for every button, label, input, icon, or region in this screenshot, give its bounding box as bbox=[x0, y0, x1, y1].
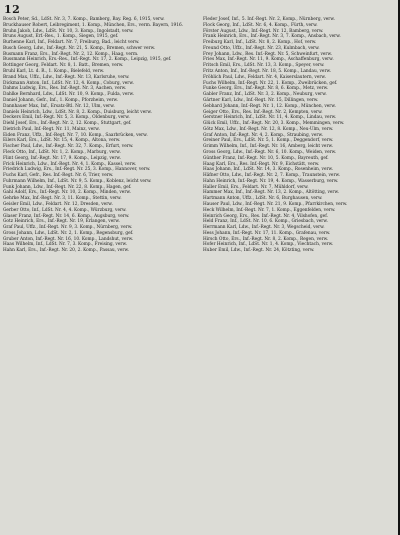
list-entry: Graf Paul, Uffz., Inf.-Regt. Nr. 9, 3. Komp., Nürnberg, verw. bbox=[3, 225, 133, 231]
list-entry: Daniels Heinrich, Ldw., LdSt. Nr. 8, 2. Komp., Duisburg, leicht verw. bbox=[3, 109, 152, 115]
list-entry: Grimm Wilhelm, Inf., Inf.-Regt. Nr. 16, Amberg, leicht verw. bbox=[203, 144, 334, 150]
list-entry: Busch Georg, Ldw., Inf.-Regt. Nr. 21, 5. Komp., Bremen, schwer verw. bbox=[3, 45, 156, 51]
list-entry: Frick Heinrich, Ldw., Inf.-Regt. Nr. 4, 1. Komp., Kassel, verw. bbox=[3, 161, 137, 167]
list-entry: Hahn Heinrich, Inf.-Regt. Nr. 19, 4. Komp., Wasserburg, verw. bbox=[203, 178, 339, 184]
list-entry: Fleder Josef, Inf., 5. Inf.-Regt. Nr. 2, Komp., Nürnberg, verw. bbox=[203, 17, 335, 22]
list-entry: Gabler Franz, Inf., LdSt. Nr. 3, 2. Komp., Neuburg, verw. bbox=[203, 92, 327, 98]
list-entry: Gahl Adolf, Ers., Inf.-Regt. Nr. 10, 2. Komp., Minden, verw. bbox=[3, 190, 131, 196]
list-entry: Dahms Ludwig, Ers., Res. Inf.-Regt. Nr. 3, Aachen, verw. bbox=[3, 86, 127, 92]
list-entry: Eilers Karl, Ers., LdSt. Nr. 15, 4. Komp., Altona, verw. bbox=[3, 138, 121, 144]
list-entry: Bussmann Heinrich, Ers.-Res., Inf.-Regt. Nr. 17, 2. Komp., Leipzig, 1915, gef. bbox=[3, 57, 172, 63]
list-entry: Heck Wilhelm, Inf.-Regt. Nr. 7, 1. Komp., Eggenfelden, verw. bbox=[203, 207, 336, 213]
list-entry: Graf Anton, Inf.-Regt. Nr. 4, 2. Komp., Straubing, verw. bbox=[203, 132, 323, 138]
list-entry: Funke Georg, Ers., Inf.-Regt. Nr. 8, 6. Komp., Metz, verw. bbox=[203, 86, 329, 92]
list-entry: Fröhlich Paul, Ldw., Feldart. Nr. 4, Kaiserslautern, verw. bbox=[203, 74, 326, 80]
page-number: 12 bbox=[4, 3, 21, 16]
list-entry: Förster August, Ldw., Inf.-Regt. Nr. 12, Bamberg, verw. bbox=[203, 28, 324, 34]
list-entry: Fuchs Wilhelm, Inf.-Regt. Nr. 22, 1. Komp., Zweibrücken, gef. bbox=[203, 80, 338, 86]
list-entry: Gärtner Karl, Ldw., Inf.-Regt. Nr. 15, Dillingen, verw. bbox=[203, 97, 319, 103]
list-entry: Hauser Paul, Ldw., Inf.-Regt. Nr. 21, 9. Komp., Pfarrkirchen, verw. bbox=[203, 202, 348, 207]
list-entry: Gehrke Max, Inf.-Regt. Nr. 3, 11. Komp., Stettin, verw. bbox=[3, 196, 122, 202]
list-entry: Hirsch Otto, Ers., Inf.-Regt. Nr. 8, 2. Komp., Regen, verw. bbox=[203, 236, 329, 242]
list-entry: Daniel Johann, Gefr., Inf., 1. Komp., Pforzheim, verw. bbox=[3, 97, 119, 103]
list-entry: Gross Johann, Ldw., LdSt. Nr. 2, 1. Komp., Regensburg, gef. bbox=[3, 230, 134, 236]
list-entry: Busmann Franz, Ers., Inf.-Regt. Nr. 2, 12. Komp., Haag, verm. bbox=[3, 51, 139, 57]
list-entry: Bruhn Jakob, Ldw., LdSt. Nr. 10, 3. Komp., Ingolstadt, verw. bbox=[3, 28, 134, 34]
list-entry: Funk Johann, Ldw., Inf.-Regt. Nr. 22, 8. Komp., Hagen, gef. bbox=[3, 184, 132, 190]
list-entry: Fleck Otto, Inf., LdSt. Nr. 1, 2. Komp., Marburg, verw. bbox=[3, 149, 121, 155]
list-entry: Fritz Anton, Inf., Inf.-Regt. Nr. 18, 5. Komp., Landau, verw. bbox=[203, 69, 332, 75]
list-entry: Friedrich Ludwig, Ers., Inf.-Regt. Nr. 25, 3. Komp., Hannover, verw. bbox=[3, 167, 151, 173]
list-entry: Bruns August, Erf.-Res., 1. Komp., Siegen, 1915, gef. bbox=[3, 34, 119, 40]
list-entry: Fuhrmann Wilhelm, Inf., LdSt. Nr. 9, 5. Komp., Koblenz, leicht verw. bbox=[3, 178, 152, 184]
list-entry: Haas Johann, Inf., LdSt. Nr. 14, 3. Komp., Rosenheim, verw. bbox=[203, 167, 334, 173]
list-entry: Geiger Otto, Ers., Res. Inf.-Regt. Nr. 2, Kempten, verw. bbox=[203, 109, 323, 115]
list-entry: Gross Georg, Ldw., Inf.-Regt. Nr. 6, 10. Komp., Weiden, verw. bbox=[203, 149, 337, 155]
list-entry: Fischer Paul, Ldw., Inf.-Regt. Nr. 32, 7. Komp., Erfurt, verw. bbox=[3, 144, 134, 150]
list-entry: Dahlke Bernhard, Ldw., LdSt. Nr. 10, 9. Komp., Fulda, verw. bbox=[3, 92, 134, 98]
list-entry: Flint Georg, Inf.-Regt. Nr. 17, 9. Komp., Leipzig, verw. bbox=[3, 155, 121, 161]
list-entry: Bosch Peter, Sd., LdSt. Nr. 3, 7. Komp., Bamberg, Bay. Reg. 6, 1915, verw. bbox=[3, 17, 165, 22]
list-entry: Gebhard Johann, Inf.-Regt. Nr. 1, 12. Komp., München, verw. bbox=[203, 103, 336, 109]
list-entry: Gerstner Heinrich, Inf., LdSt. Nr. 11, 4. Komp., Lindau, verw. bbox=[203, 115, 337, 121]
list-entry: Eiden Franz, Uffz., Inf.-Regt. Nr. 7, 10. Komp., Saarbrücken, verw. bbox=[3, 132, 148, 138]
list-entry: Hartmann Anton, Uffz., LdSt. Nr. 6, Burghausen, verw. bbox=[203, 196, 323, 202]
list-entry: Brand Max, Uffz., Ldw., Inf.-Regt. Nr. 13, Karlsruhe, verw. bbox=[3, 74, 130, 80]
list-entry: Huber Emil, Ldw., Inf.-Regt. Nr. 24, Kötzting, verw. bbox=[203, 248, 315, 254]
list-entry: Dickmann Anton, Inf., LdSt. Nr. 12, 4. Komp., Coburg, verw. bbox=[3, 80, 134, 86]
list-entry: Hess Johann, Inf.-Regt. Nr. 17, 11. Komp., Grafenau, verw. bbox=[203, 230, 331, 236]
list-entry: Freund Otto, Uffz., Inf.-Regt. Nr. 23, Kulmbach, verw. bbox=[203, 45, 320, 51]
list-entry: Bruhl Karl, Lt. d. R., 1. Komp., Bielefeld, verw. bbox=[3, 69, 105, 75]
list-entry: Gotz Heinrich, Ers., Inf.-Regt. Nr. 19, Erlangen, verw. bbox=[3, 219, 120, 225]
list-entry: Dietrich Paul, Inf.-Regt. Nr. 11, Mainz, verw. bbox=[3, 126, 100, 132]
list-entry: Dannhauer Max, Inf., Ersatz-Btl. Nr. 12, Ulm, verw. bbox=[3, 103, 115, 109]
list-entry: Frank Heinrich, Ers., Inf.-Regt. Nr. 3, 7. Komp., Ansbach, verw. bbox=[203, 34, 341, 40]
right-column bbox=[203, 17, 396, 254]
list-entry: Hofer Heinrich, Inf., LdSt. Nr. 1, 4. Komp., Viechtach, verw. bbox=[203, 242, 334, 248]
list-entry: Haag Karl, Ers., Res. Inf.-Regt. Nr. 9, Eichstätt, verw. bbox=[203, 161, 320, 167]
list-entry: Fritsch Emil, Ers., LdSt. Nr. 13, 3. Komp., Speyer, verw. bbox=[203, 63, 325, 69]
list-entry: Gruber Anton, Inf.-Regt. Nr. 16, 10. Komp., Landshut, verw. bbox=[3, 236, 134, 242]
list-entry: Hahn Karl, Ers., Inf.-Regt. Nr. 20, 2. Komp., Passau, verw. bbox=[3, 248, 129, 254]
list-entry: Haller Emil, Ers., Feldart. Nr. 7, Mühldorf, verw. bbox=[203, 184, 309, 190]
list-entry: Bottinger Georg, Feldart. Nr. 8, 1. Batt., Bremen, verw. bbox=[3, 63, 124, 69]
list-entry: Fries Max, Inf.-Regt. Nr. 11, 9. Komp., Aschaffenburg, verw. bbox=[203, 57, 334, 63]
list-entry: Diehl Josef, Ers., Inf.-Regt. Nr. 2, 12. Komp., Stuttgart, gef. bbox=[3, 121, 132, 127]
list-entry: Bruckhauser Robert, Leibregiment, 1. Komp., München, Ers., verm. Bayern, 1916. bbox=[3, 22, 184, 28]
list-entry: Häfner Otto, Ldw., Inf.-Regt. Nr. 2, 7. Komp., Traunstein, verw. bbox=[203, 173, 341, 179]
list-entry: Freiburg Karl, Inf., LdSt. Nr. 8, 2. Komp., Hof, verw. bbox=[203, 40, 317, 46]
list-entry: Götz Max, Ldw., Inf.-Regt. Nr. 12, 8. Komp., Neu-Ulm, verw. bbox=[203, 126, 334, 132]
list-entry: Frey Johann, Ldw., Res. Inf.-Regt. Nr. 5, Schweinfurt, verw. bbox=[203, 51, 333, 57]
list-entry: Fuchs Karl, Gefr., Res. Inf.-Regt. Nr. 6, Trier, verw. bbox=[3, 173, 114, 179]
list-entry: Herrmann Karl, Ldw., Inf.-Regt. Nr. 3, Wegscheid, verw. bbox=[203, 225, 325, 231]
list-entry: Burhenne Karl, Inf., Feldart. Nr. 7, Freiburg, Bad., leicht verw. bbox=[3, 40, 140, 46]
list-entry: Held Franz, Inf., LdSt. Nr. 10, 6. Komp., Griesbach, verw. bbox=[203, 219, 328, 225]
list-entry: Greiner Paul, Ers., LdSt. Nr. 5, 1. Komp., Deggendorf, verw. bbox=[203, 138, 334, 144]
list-entry: Flock Georg, Inf., LdSt. Nr. 6, 4. Komp., Fürth, verw. bbox=[203, 22, 318, 28]
list-entry: Geisler Emil, Ldw., Feldart. Nr. 12, Dresden, verw. bbox=[3, 202, 113, 207]
list-entry: Haas Wilhelm, Inf., LdSt. Nr. 7, 3. Komp., Freising, verw. bbox=[3, 242, 127, 248]
list-entry: Glück Emil, Uffz., Inf.-Regt. Nr. 20, 3. Komp., Memmingen, verw. bbox=[203, 121, 345, 127]
list-entry: Heinrich Georg, Ers., Res. Inf.-Regt. Nr. 4, Vilshofen, gef. bbox=[203, 213, 329, 219]
list-entry: Günther Franz, Inf.-Regt. Nr. 10, 5. Komp., Bayreuth, gef. bbox=[203, 155, 329, 161]
list-entry: Glaser Franz, Inf.-Regt. Nr. 14, 6. Komp., Augsburg, verw. bbox=[3, 213, 130, 219]
list-entry: Gerber Otto, Inf., LdSt. Nr. 4, 4. Komp., Würzburg, verw. bbox=[3, 207, 127, 213]
list-entry: Deckers Emil, Inf.-Regt. Nr. 5, 3. Komp., Oldenburg, verw. bbox=[3, 115, 130, 121]
left-column bbox=[3, 17, 196, 254]
list-entry: Hammer Max, Inf., Inf.-Regt. Nr. 13, 2. Komp., Altötting, verw. bbox=[203, 190, 340, 196]
